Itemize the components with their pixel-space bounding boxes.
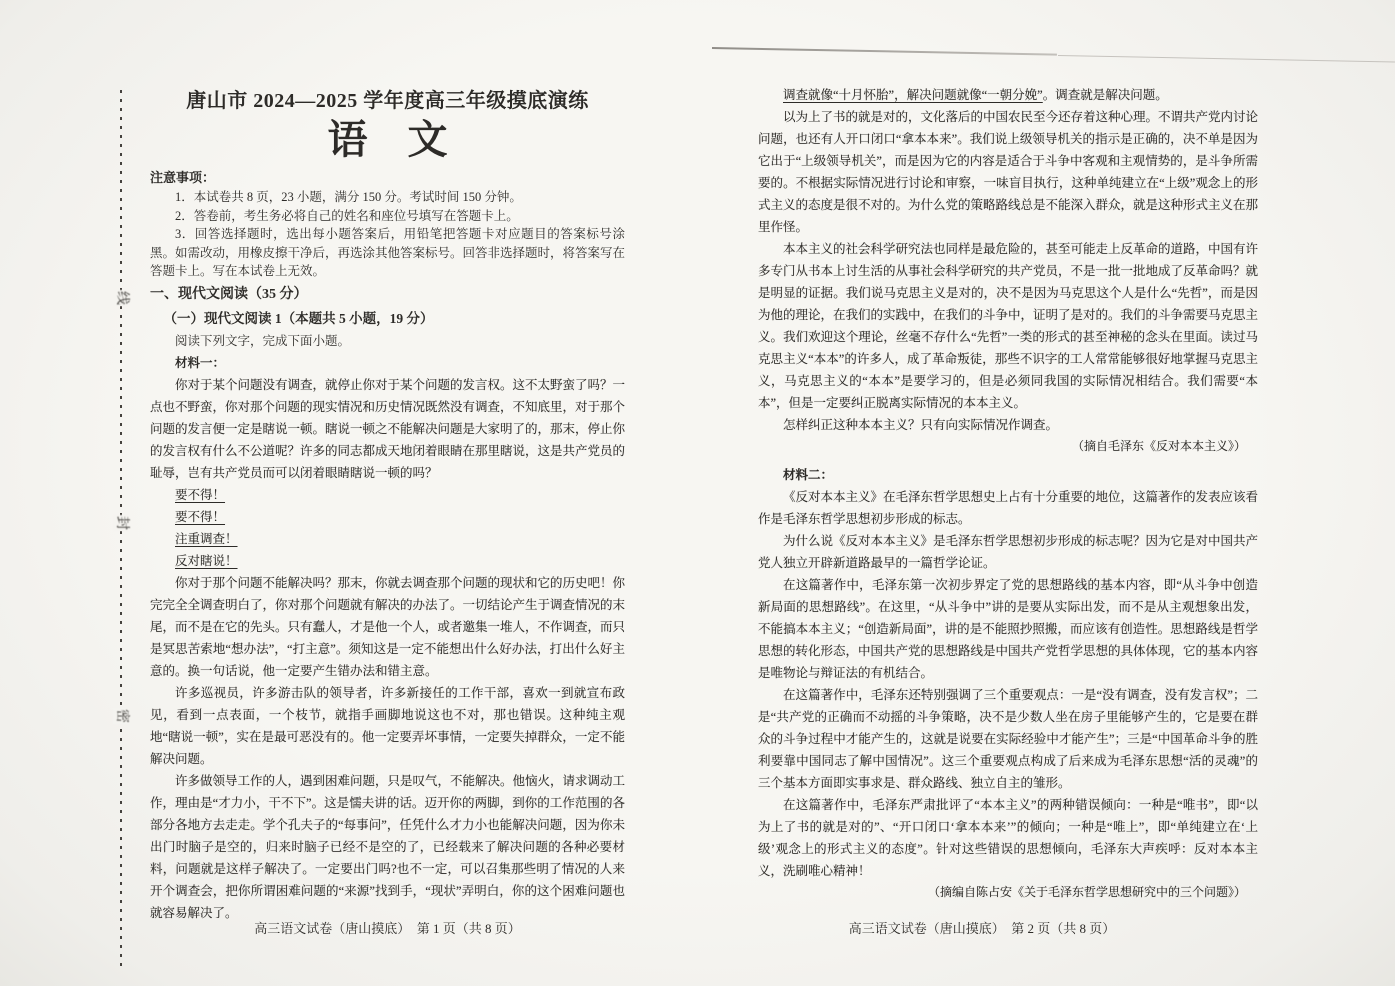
subject-title: 语 文	[327, 117, 448, 162]
slogan-line: 要不得！	[175, 509, 226, 524]
binding-char-feng: 封	[114, 516, 129, 530]
exam-title: 唐山市 2024—2025 学年度高三年级摸底演练	[186, 90, 589, 112]
slogan-line: 注重调查！	[175, 531, 238, 546]
paragraph: 以为上了书的就是对的，文化落后的中国农民至今还存着这种心理。不谓共产党内讨论问题，也还有人开口闭口“拿本本来”。我们说上级领导机关的指示是正确的，决不单是因为它出于“上级领导机关”，而是因为它的内容是适合于斗争中客观和主观情势的，是斗争所需要的。不根据实际情况进行讨论和审察，一味盲目执行，这种单纯建立在“上级”观念上的形式主义的态度是很不对的。为什么党的策略路线总是不能深入群众，就是这种形式主义在那里作怪。	[758, 110, 1259, 234]
source-citation: （摘编自陈占安《关于毛泽东哲学思想研究中的三个问题》）	[927, 885, 1246, 899]
paragraph: 在这篇著作中，毛泽东还特别强调了三个重要观点：一是“没有调查，没有发言权”；二是“共产党的正确而不动摇的斗争策略，决不是少数人坐在房子里能够产生的，它是要在群众的斗争过程中才能产生的，这就是说要在实际经验中才能产生”；三是“中国革命斗争的胜利要靠中国同志了解中国情况”。这三个重要观点构成了后来成为毛泽东思想“活的灵魂”的三个基本方面即实事求是、群众路线、独立自主的雏形。	[758, 688, 1258, 790]
paragraph: 为什么说《反对本本主义》是毛泽东哲学思想初步形成的标志呢？因为它是对中国共产党人独立开辟新道路最早的一篇哲学论证。	[758, 534, 1259, 570]
page-1	[150, 0, 625, 986]
paragraph: 许多做领导工作的人，遇到困难问题，只是叹气，不能解决。他恼火，请求调动工作，理由是“才力小，干不下”。这是懦夫讲的话。迈开你的两脚，到你的工作范围的各部分各地方去走走。学个孔夫子的“每事问”，任凭什么才力小也能解决问题，因为你未出门时脑子是空的，归来时脑子已经不是空的了，已经载来了解决问题的各种必要材料，问题就是这样子解决了。一定要出门吗?也不一定，可以召集那些明了情况的人来开个调查会，把你所谓困难问题的“来源”找到手，“现状”弄明白，你的这个困难问题也就容易解决了。	[150, 773, 626, 920]
paragraph: 本本主义的社会科学研究法也同样是最危险的，甚至可能走上反革命的道路，中国有许多专门从书本上讨生活的从事社会科学研究的共产党员，不是一批一批地成了反革命吗？就是明显的证据。我们说马克思主义是对的，决不是因为马克思这个人是什么“先哲”，而是因为他的理论，在我们的实践中，在我们的斗争中，证明了是对的。我们的斗争需要马克思主义。我们欢迎这个理论，丝毫不存什么“先哲”一类的形式的甚至神秘的念头在里面。读过马克思主义“本本”的许多人，成了革命叛徒，那些不识字的工人常常能够很好地掌握马克思主义，马克思主义的“本本”是要学习的，但是必须同我国的实际情况相结合。我们需要“本本”，但是一定要纠正脱离实际情况的本本主义。	[758, 242, 1259, 410]
page-1-footer: 高三语文试卷（唐山摸底） 第 1 页（共 8 页）	[254, 921, 521, 936]
page-2	[758, 0, 1258, 986]
paragraph: 许多巡视员，许多游击队的领导者，许多新接任的工作干部，喜欢一到就宣布政见，看到一点表面，一个枝节，就指手画脚地说这也不对，那也错误。这种纯主观地“瞎说一顿”，实在是最可恶没有的。他一定要弄坏事情，一定要失掉群众，一定不能解决问题。	[150, 685, 625, 766]
paragraph: 《反对本本主义》在毛泽东哲学思想史上占有十分重要的地位，这篇著作的发表应该看作是毛泽东哲学思想初步形成的标志。	[758, 490, 1259, 526]
subsection-heading: （一）现代文阅读 1（本题共 5 小题，19 分）	[163, 310, 434, 326]
material-one-label: 材料一：	[175, 355, 226, 370]
page-2-footer: 高三语文试卷（唐山摸底） 第 2 页（共 8 页）	[848, 921, 1116, 936]
slogan-line: 要不得！	[175, 487, 226, 502]
reading-instruction: 阅读下列文字，完成下面小题。	[175, 333, 351, 348]
slogan-line: 反对瞎说！	[175, 553, 238, 568]
notice-heading: 注意事项：	[150, 170, 216, 185]
paragraph: 在这篇著作中，毛泽东严肃批评了“本本主义”的两种错误倾向：一种是“唯书”，即“以为上了书的就是对的”、“开口闭口‘拿本本来’”的倾向；一种是“唯上”，即“单纯建立在‘上级’观念上的形式主义的态度”。针对这些错误的思想倾向，毛泽东大声疾呼：反对本本主义，洗刷唯心精神！	[758, 798, 1258, 878]
section-heading: 一、现代文阅读（35 分）	[150, 286, 308, 302]
notice-item: 1．本试卷共 8 页，23 小题，满分 150 分。考试时间 150 分钟。	[175, 190, 522, 204]
paragraph: 怎样纠正这种本本主义？只有向实际情况作调查。	[783, 418, 1059, 432]
material-label: 材料二：	[783, 468, 834, 482]
binding-char-xian: 线	[114, 291, 129, 305]
paragraph: 你对于某个问题没有调查，就停止你对于某个问题的发言权。这不太野蛮了吗？一点也不野蛮，你对那个问题的现实情况和历史情况既然没有调查，不知底里，对于那个问题的发言便一定是瞎说一顿。瞎说一顿之不能解决问题是大家明了的，那末，停止你的发言权有什么不公道呢？许多的同志都成天地闭着眼睛在那里瞎说，这是共产党员的耻辱，岂有共产党员而可以闭着眼睛瞎说一顿的吗？	[150, 377, 626, 480]
material-one-text	[150, 374, 625, 924]
binding-dotted-line	[114, 90, 129, 970]
source-citation: （摘自毛泽东《反对本本主义》）	[1071, 439, 1246, 453]
page-2-text	[758, 84, 1258, 902]
notice-item: 2．答卷前，考生务必将自己的姓名和座位号填写在答题卡上。	[175, 208, 519, 223]
binding-char-mi: 密	[114, 709, 129, 723]
paragraph: 你对于那个问题不能解决吗？那末，你就去调查那个问题的现状和它的历史吧！你完完全全调查明白了，你对那个问题就有解决的办法了。一切结论产生于调查情况的末尾，而不是在它的先头。只有蠢人，才是他一个人，或者邀集一堆人，不作调查，而只是冥思苦索地“想办法”，“打主意”。须知这是一定不能想出什么好办法，打出什么好主意的。换一句话说，他一定要产生错办法和错主意。	[150, 575, 626, 678]
notice-list	[150, 188, 625, 281]
paragraph: 调查就像“十月怀胎”，解决问题就像“一朝分娩”。调查就是解决问题。	[783, 88, 1168, 102]
notice-item: 3．回答选择题时，选出每小题答案后，用铅笔把答题卡对应题目的答案标号涂黑。如需改动，用橡皮擦干净后，再选涂其他答案标号。回答非选择题时，将答案写在答题卡上。写在本试卷上无效。	[150, 227, 626, 278]
paragraph: 在这篇著作中，毛泽东第一次初步界定了党的思想路线的基本内容，即“从斗争中创造新局面的思想路线”。在这里，“从斗争中”讲的是要从实际出发，而不是从主观想象出发，不能搞本本主义；“创造新局面”，讲的是不能照抄照搬，而应该有创造性。思想路线是哲学思想的转化形态，中国共产党的思想路线是中国共产党哲学思想的具体体现，它的基本内容是唯物论与辩证法的有机结合。	[758, 578, 1259, 680]
